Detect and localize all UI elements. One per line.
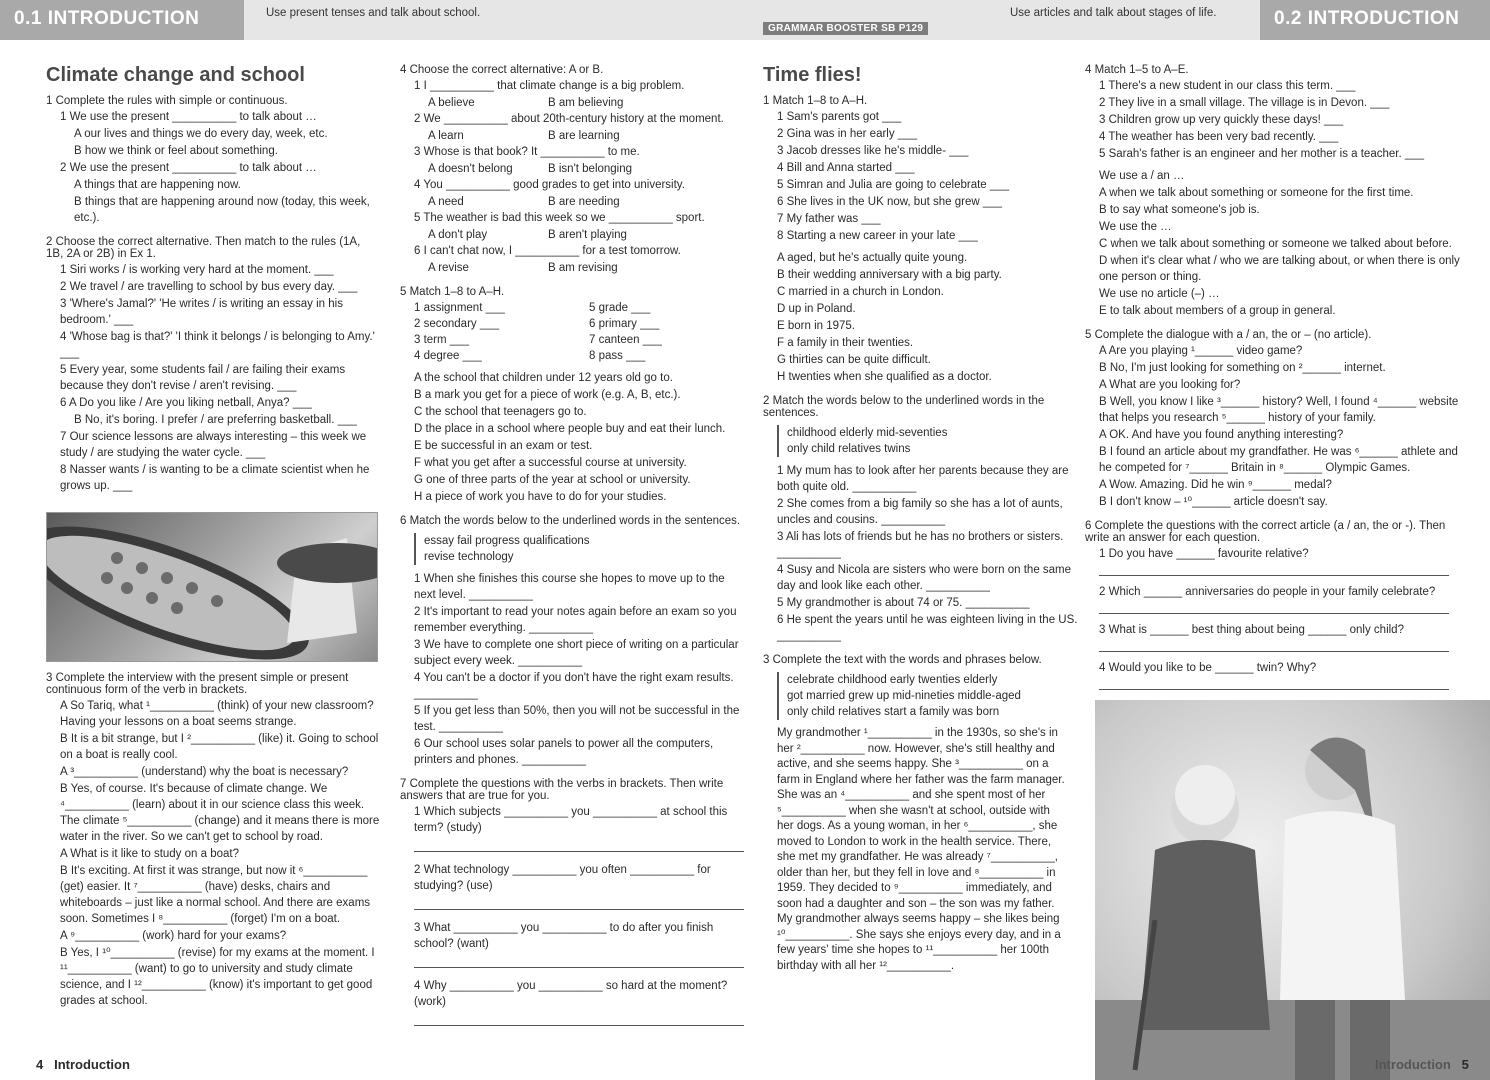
exercise-2-head: 2 Choose the correct alternative. Then match to the rules (1A, 1B, 2A or 2B) in Ex 1.: [46, 236, 361, 260]
answer-line: [414, 1024, 744, 1026]
exercise-item: A our lives and things we do every day, week, etc.: [74, 128, 328, 140]
exercise-item: 1 Do you have ______ favourite relative?: [1099, 548, 1309, 560]
exercise-item: 2 It's important to read your notes again before an exam so you remember everything. __________: [414, 606, 737, 634]
footer-label: Introduction: [54, 1057, 130, 1072]
answer-line: [414, 908, 744, 910]
exercise-item: 4 Susy and Nicola are sisters who were born on the same day and look like each other. __________: [777, 564, 1072, 592]
option-b: B are learning: [548, 130, 620, 142]
exercise-3-head: 3 Complete the interview with the present simple or present continuous form of the verb in brackets.: [46, 672, 349, 696]
grandmother-granddaughter-photo: [1095, 700, 1490, 1080]
section-tag: 0.2 INTRODUCTION: [1260, 0, 1490, 40]
answer-item: G thirties can be quite difficult.: [777, 354, 931, 366]
option-b: B am revising: [548, 262, 618, 274]
word-item: 4 degree ___: [414, 350, 482, 362]
exercise-5-definitions: [400, 370, 745, 505]
exercise-item: 5 The weather is bad this week so we __________ sport.: [414, 212, 705, 224]
exercise-item: 4 Would you like to be ______ twin? Why?: [1099, 662, 1317, 674]
exercise-item: A things that are happening now.: [74, 179, 241, 191]
exercise-item: 7 My father was ___: [777, 213, 881, 225]
answer-options: [428, 260, 745, 276]
exercise-item: 5 Every year, some students fail / are failing their exams because they don't revise / aren't revising. ___: [60, 364, 346, 392]
exercise-item: 1 I __________ that climate change is a big problem.: [414, 80, 685, 92]
answer-item: C married in a church in London.: [777, 286, 944, 298]
exercise-item: 6 A Do you like / Are you liking netball, Anya? ___: [60, 397, 312, 409]
answer-item: F a family in their twenties.: [777, 337, 914, 349]
exercise-6-items: [1085, 546, 1470, 690]
option-a: A don't play: [428, 229, 488, 241]
dialogue-line: B I don't know – ¹⁰______ article doesn't say.: [1099, 496, 1328, 508]
option-b: B isn't belonging: [548, 163, 633, 175]
dialogue-line: B Well, you know I like ³______ history? Well, I found ⁴______ website that helps you research ⁵______ history of your family.: [1099, 396, 1459, 424]
rule-item: We use the …: [1099, 221, 1172, 233]
word-box-line: celebrate childhood early twenties elderly: [787, 674, 998, 686]
exercise-5-head: 5 Match 1–8 to A–H.: [400, 286, 505, 298]
lesson-aim: Use articles and talk about stages of life.: [1010, 7, 1217, 19]
interview-line: A ⁹__________ (work) hard for your exams?: [60, 930, 287, 942]
exercise-item: 3 What is ______ best thing about being ______ only child?: [1099, 624, 1404, 636]
grammar-booster-label: GRAMMAR BOOSTER SB P129: [763, 22, 928, 35]
exercise-4-head: 4 Choose the correct alternative: A or B.: [400, 64, 604, 76]
exercise-1-head: 1 Match 1–8 to A–H.: [763, 95, 868, 107]
definition-item: C the school that teenagers go to.: [414, 406, 587, 418]
rule-item: E to talk about members of a group in general.: [1099, 305, 1336, 317]
word-pair: [414, 316, 745, 332]
exercise-item: 3 Ali has lots of friends but he has no brothers or sisters. __________: [777, 531, 1064, 559]
answer-options: [428, 194, 745, 210]
word-item: 6 primary ___: [589, 318, 660, 330]
exercise-item: 3 What __________ you __________ to do after you finish school? (want): [414, 922, 714, 950]
exercise-5-items: [1085, 343, 1470, 510]
exercise-item: 1 We use the present __________ to talk about …: [60, 111, 317, 123]
left-column-1b: [46, 672, 380, 1010]
interview-line: A So Tariq, what ¹__________ (think) of your new classroom? Having your lessons on a boat seems strange.: [60, 700, 374, 728]
lesson-aim: Use present tenses and talk about school.: [266, 7, 481, 19]
exercise-item: 4 'Whose bag is that?' 'I think it belongs / is belonging to Amy.' ___: [60, 331, 375, 359]
page-footer: [1375, 1057, 1469, 1072]
dialogue-line: A OK. And have you found anything interesting?: [1099, 429, 1344, 441]
interview-line: A ³__________ (understand) why the boat is necessary?: [60, 766, 349, 778]
exercise-1-items: [763, 109, 1083, 244]
exercise-3-text: My grandmother ¹__________ in the 1930s, so she's in her ²__________ now. However, she's still healthy and active, and she seems happy. She ³__________ on a farm in England where her father was the farm manager. She was an ⁴__________ and she spent most of her ⁵__________ when she wasn't at school, outside with her dogs. As a young woman, in her ⁶__________, she moved to London to work in the health service. There, she met my grandfather. He was already ⁷__________, older than her, but they fell in love and ⁸__________ in 1959. They decided to ⁹__________ immediately, and soon had a daughter and son – the son was my father. My grandmother always seems happy – she likes being ¹⁰__________. She says she enjoys every day, and in a few years' time she hopes to ¹¹__________ her 100th birthday with all her ¹²__________.: [777, 727, 1065, 972]
exercise-6-word-box: [414, 533, 745, 565]
rule-item: A when we talk about something or someone for the first time.: [1099, 187, 1414, 199]
answer-line: [1099, 688, 1449, 690]
word-box-line: only child relatives twins: [787, 443, 911, 455]
definition-item: G one of three parts of the year at school or university.: [414, 474, 691, 486]
page-title: Climate change and school: [46, 64, 305, 86]
exercise-item: 1 When she finishes this course she hopes to move up to the next level. __________: [414, 573, 725, 601]
interview-line: B Yes, of course. It's because of climate change. We ⁴__________ (learn) about it in our science class this week. The climate ⁵__________ (change) and it means there is more water in the river. So we can't get to school by road.: [60, 783, 380, 843]
right-column-1: [763, 64, 1083, 974]
exercise-2-items: [763, 463, 1083, 644]
answer-item: B their wedding anniversary with a big party.: [777, 269, 1002, 281]
exercise-item: 7 Our science lessons are always interesting – this week we study / are studying the water cycle. ___: [60, 431, 367, 459]
exercise-item: 6 She lives in the UK now, but she grew ___: [777, 196, 1003, 208]
answer-line: [414, 850, 744, 852]
rule-item: B to say what someone's job is.: [1099, 204, 1260, 216]
word-item: 1 assignment ___: [414, 302, 505, 314]
exercise-2-word-box: [777, 425, 1083, 457]
option-b: B are needing: [548, 196, 620, 208]
exercise-5-words: [400, 300, 745, 364]
answer-options: [428, 161, 745, 177]
word-pair: [414, 300, 745, 316]
word-item: 3 term ___: [414, 334, 469, 346]
answer-item: A aged, but he's actually quite young.: [777, 252, 968, 264]
exercise-4-items: [1085, 78, 1470, 162]
rule-item: D when it's clear what / who we are talking about, or when there is only one person or thing.: [1099, 255, 1460, 283]
answer-item: E born in 1975.: [777, 320, 856, 332]
exercise-item: 1 There's a new student in our class this term. ___: [1099, 80, 1356, 92]
section-tag: 0.1 INTRODUCTION: [0, 0, 244, 40]
exercise-4-items: [400, 78, 745, 276]
exercise-2-items: [46, 262, 380, 494]
page-number: 4: [36, 1057, 44, 1072]
answer-options: [428, 227, 745, 243]
exercise-4-head: 4 Match 1–5 to A–E.: [1085, 64, 1189, 76]
exercise-item: 4 Why __________ you __________ so hard at the moment? (work): [414, 980, 728, 1008]
answer-item: D up in Poland.: [777, 303, 856, 315]
dialogue-line: A Are you playing ¹______ video game?: [1099, 345, 1303, 357]
exercise-3-head: 3 Complete the text with the words and phrases below.: [763, 654, 1042, 666]
answer-item: H twenties when she qualified as a doctor.: [777, 371, 992, 383]
exercise-item: 5 Sarah's father is an engineer and her mother is a teacher. ___: [1099, 148, 1425, 160]
right-page: [745, 0, 1490, 1080]
exercise-item: 1 Which subjects __________ you __________ at school this term? (study): [414, 806, 728, 834]
dialogue-line: A What are you looking for?: [1099, 379, 1241, 391]
rule-item: C when we talk about something or someone we talked about before.: [1099, 238, 1452, 250]
interview-line: A What is it like to study on a boat?: [60, 848, 239, 860]
word-box-line: got married grew up mid-nineties middle-aged: [787, 690, 1021, 702]
exercise-7-items: [400, 804, 745, 1026]
definition-item: A the school that children under 12 years old go to.: [414, 372, 673, 384]
option-b: B am believing: [548, 97, 624, 109]
exercise-item: 1 Sam's parents got ___: [777, 111, 902, 123]
exercise-item: 8 Nasser wants / is wanting to be a climate scientist when he grows up. ___: [60, 464, 370, 492]
rule-item: We use no article (–) …: [1099, 288, 1220, 300]
exercise-item: 1 My mum has to look after her parents because they are both quite old. __________: [777, 465, 1069, 493]
answer-line: [1099, 650, 1449, 652]
exercise-item: 2 She comes from a big family so she has a lot of aunts, uncles and cousins. __________: [777, 498, 1063, 526]
exercise-6-head: 6 Match the words below to the underlined words in the sentences.: [400, 515, 741, 527]
exercise-item: 4 You __________ good grades to get into university.: [414, 179, 685, 191]
answer-line: [1099, 612, 1449, 614]
exercise-item: 2 We use the present __________ to talk about …: [60, 162, 317, 174]
exercise-item: 2 We travel / are travelling to school by bus every day. ___: [60, 281, 358, 293]
left-column-1: [46, 64, 380, 495]
exercise-5-head: 5 Complete the dialogue with a / an, the or – (no article).: [1085, 329, 1372, 341]
exercise-item: 3 Jacob dresses like he's middle- ___: [777, 145, 969, 157]
answer-line: [1099, 574, 1449, 576]
page-number: 5: [1461, 1057, 1469, 1072]
exercise-3-items: [46, 698, 380, 1009]
exercise-2-head: 2 Match the words below to the underlined words in the sentences.: [763, 395, 1045, 419]
exercise-item: 6 Our school uses solar panels to power all the computers, printers and phones. __________: [414, 738, 714, 766]
exercise-item: 6 He spent the years until he was eighteen living in the US. __________: [777, 614, 1078, 642]
definition-item: H a piece of work you have to do for your studies.: [414, 491, 667, 503]
rule-item: We use a / an …: [1099, 170, 1185, 182]
exercise-1-head: 1 Complete the rules with simple or continuous.: [46, 95, 288, 107]
exercise-3-word-box: [777, 672, 1083, 720]
word-box-line: essay fail progress qualifications: [424, 535, 590, 547]
definition-item: F what you get after a successful course at university.: [414, 457, 687, 469]
boat-classroom-photo: [46, 512, 378, 662]
exercise-item: 5 Simran and Julia are going to celebrate ___: [777, 179, 1010, 191]
exercise-item: 4 You can't be a doctor if you don't have the right exam results. __________: [414, 672, 734, 700]
page-footer: [36, 1057, 130, 1072]
definition-item: E be successful in an exam or test.: [414, 440, 593, 452]
word-pair: [414, 332, 745, 348]
dialogue-line: A Wow. Amazing. Did he win ⁹______ medal?: [1099, 479, 1332, 491]
definition-item: B a mark you get for a piece of work (e.g. A, B, etc.).: [414, 389, 681, 401]
option-a: A believe: [428, 97, 475, 109]
word-box-line: only child relatives start a family was born: [787, 706, 1000, 718]
right-column-2: [1085, 64, 1470, 698]
definition-item: D the place in a school where people buy and eat their lunch.: [414, 423, 726, 435]
exercise-item: B things that are happening around now (today, this week, etc.).: [74, 196, 370, 224]
left-column-2: [400, 64, 745, 1036]
option-a: A doesn't belong: [428, 163, 513, 175]
answer-options: [428, 95, 745, 111]
word-pair: [414, 348, 745, 364]
exercise-item: 2 What technology __________ you often __________ for studying? (use): [414, 864, 711, 892]
exercise-item: 5 My grandmother is about 74 or 75. __________: [777, 597, 1030, 609]
exercise-item: B No, it's boring. I prefer / are preferring basketball. ___: [74, 414, 357, 426]
word-item: 8 pass ___: [589, 350, 646, 362]
interview-line: B It's exciting. At first it was strange, but now it ⁶__________ (get) easier. It ⁷__________ (have) desks, chairs and whiteboards – just like a normal school. And there are exams soon. Sometimes I ⁸__________ (forget) I'm on a boat.: [60, 865, 371, 925]
exercise-1-items: [46, 109, 380, 226]
option-a: A revise: [428, 262, 469, 274]
interview-line: B Yes, I ¹⁰__________ (revise) for my exams at the moment. I ¹¹__________ (want) to go to university and study climate science, and I ¹²__________ (know) it's important to get good grades at school.: [60, 947, 375, 1007]
answer-options: [428, 128, 745, 144]
page-title: Time flies!: [763, 64, 862, 86]
exercise-item: 3 Children grow up very quickly these days! ___: [1099, 114, 1344, 126]
exercise-item: 2 Gina was in her early ___: [777, 128, 917, 140]
exercise-item: 6 I can't chat now, I __________ for a test tomorrow.: [414, 245, 681, 257]
option-a: A learn: [428, 130, 464, 142]
exercise-item: 3 Whose is that book? It __________ to me.: [414, 146, 640, 158]
exercise-7-head: 7 Complete the questions with the verbs in brackets. Then write answers that are true for you.: [400, 778, 724, 802]
exercise-item: 2 We __________ about 20th-century history at the moment.: [414, 113, 724, 125]
exercise-item: 8 Starting a new career in your late ___: [777, 230, 978, 242]
exercise-4-rules: [1085, 168, 1470, 319]
exercise-item: 3 We have to complete one short piece of writing on a particular subject every week. __________: [414, 639, 739, 667]
word-item: 5 grade ___: [589, 302, 651, 314]
word-box-line: childhood elderly mid-seventies: [787, 427, 948, 439]
exercise-6-items: [400, 571, 745, 768]
footer-label: Introduction: [1375, 1057, 1451, 1072]
dialogue-line: B I found an article about my grandfather. He was ⁶______ athlete and he competed for ⁷______ Britain in ⁸______ Olympic Games.: [1099, 446, 1458, 474]
exercise-1-answers: [763, 250, 1083, 385]
option-a: A need: [428, 196, 464, 208]
word-item: 7 canteen ___: [589, 334, 662, 346]
exercise-item: 5 If you get less than 50%, then you will not be successful in the test. __________: [414, 705, 740, 733]
exercise-item: 2 They live in a small village. The village is in Devon. ___: [1099, 97, 1390, 109]
exercise-item: 1 Siri works / is working very hard at the moment. ___: [60, 264, 334, 276]
option-b: B aren't playing: [548, 229, 627, 241]
exercise-6-head: 6 Complete the questions with the correct article (a / an, the or -). Then write an answer for each question.: [1085, 520, 1446, 544]
exercise-item: B how we think or feel about something.: [74, 145, 278, 157]
word-item: 2 secondary ___: [414, 318, 500, 330]
word-box-line: revise technology: [424, 551, 514, 563]
exercise-item: 3 'Where's Jamal?' 'He writes / is writing an essay in his bedroom.' ___: [60, 298, 343, 326]
exercise-item: 4 Bill and Anna started ___: [777, 162, 915, 174]
exercise-item: 4 The weather has been very bad recently. ___: [1099, 131, 1339, 143]
answer-line: [414, 966, 744, 968]
dialogue-line: B No, I'm just looking for something on ²______ internet.: [1099, 362, 1386, 374]
interview-line: B It is a bit strange, but I ²__________ (like) it. Going to school on a boat is really cool.: [60, 733, 379, 761]
exercise-item: 2 Which ______ anniversaries do people in your family celebrate?: [1099, 586, 1436, 598]
